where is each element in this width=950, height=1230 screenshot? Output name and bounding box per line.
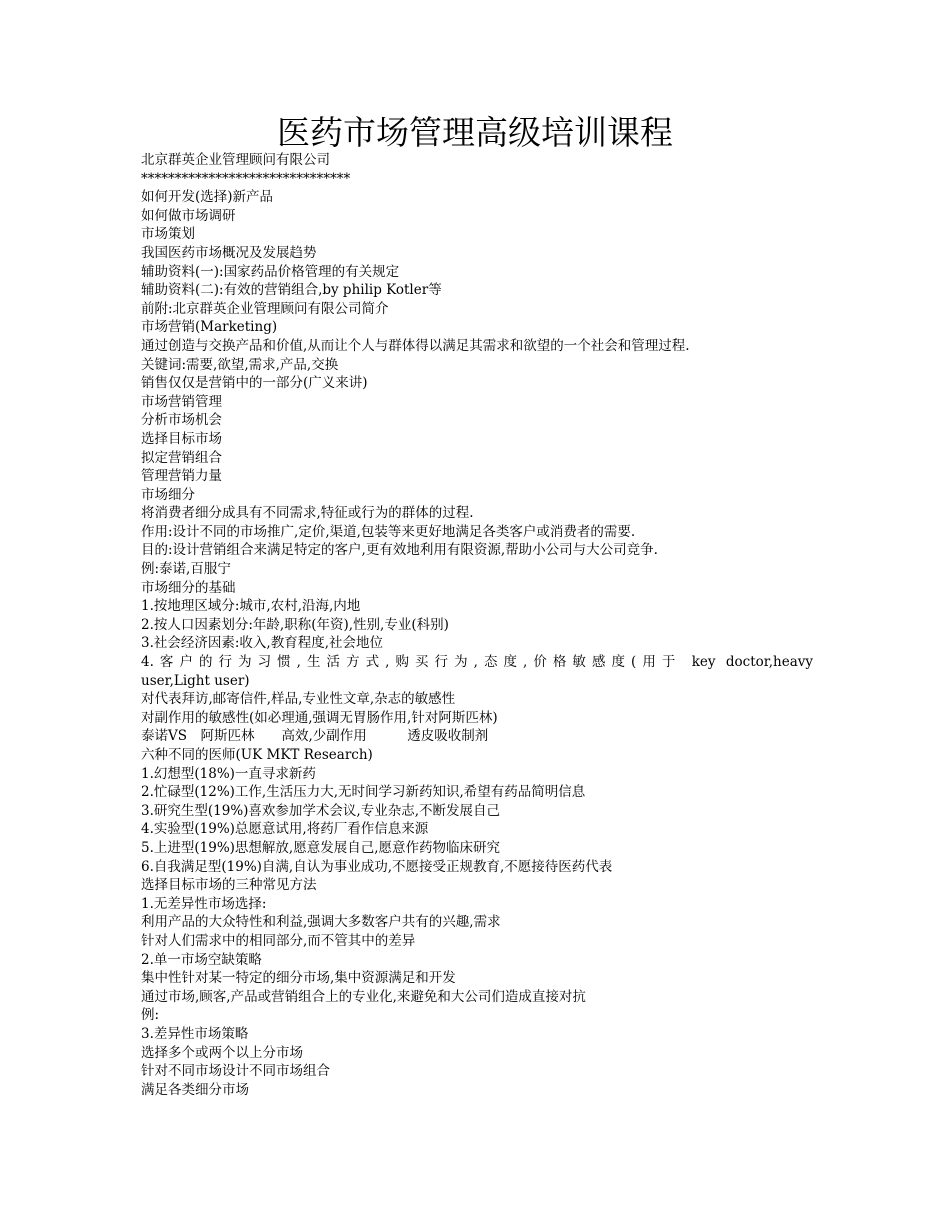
text-line: 辅助资料(一):国家药品价格管理的有关规定 bbox=[141, 263, 400, 280]
text-line: 目的:设计营销组合来满足特定的客户,更有效地利用有限资源,帮助小公司与大公司竞争. bbox=[141, 542, 658, 559]
text-line: 集中性针对某一特定的细分市场,集中资源满足和开发 bbox=[141, 970, 456, 987]
text-line: 2.按人口因素划分:年龄,职称(年资),性别,专业(科别) bbox=[141, 616, 449, 633]
text-line: 市场营销管理 bbox=[141, 393, 222, 410]
text-line: 将消费者细分成具有不同需求,特征或行为的群体的过程. bbox=[141, 505, 474, 522]
text-line: 分析市场机会 bbox=[141, 412, 222, 429]
text-line: 选择目标市场 bbox=[141, 430, 222, 447]
text-line: 市场策划 bbox=[141, 226, 195, 243]
text-line: 3.社会经济因素:收入,教育程度,社会地位 bbox=[141, 635, 384, 652]
text-line: 对副作用的敏感性(如必理通,强调无胃肠作用,针对阿斯匹林) bbox=[141, 709, 498, 726]
text-line: 4.客户的行为习惯,生活方式,购买行为,态度,价格敏感度(用于 key doctor,heavy bbox=[141, 654, 813, 671]
text-line: 销售仅仅是营销中的一部分(广义来讲) bbox=[141, 375, 368, 392]
text-line: 市场细分的基础 bbox=[141, 579, 236, 596]
text-line: 选择目标市场的三种常见方法 bbox=[141, 877, 317, 894]
text-line: 我国医药市场概况及发展趋势 bbox=[141, 244, 317, 261]
text-line: 关键词:需要,欲望,需求,产品,交换 bbox=[141, 356, 339, 373]
text-line: 1.幻想型(18%)一直寻求新药 bbox=[141, 765, 316, 782]
text-line: 4.实验型(19%)总愿意试用,将药厂看作信息来源 bbox=[141, 821, 429, 838]
text-line: 3.研究生型(19%)喜欢参加学术会议,专业杂志,不断发展自己 bbox=[141, 802, 501, 819]
text-line: 六种不同的医师(UK MKT Research) bbox=[141, 747, 373, 763]
text-line: 选择多个或两个以上分市场 bbox=[141, 1044, 303, 1061]
text-line: 市场细分 bbox=[141, 486, 195, 503]
text-line: 针对不同市场设计不同市场组合 bbox=[141, 1063, 330, 1080]
text-line: 1.按地理区域分:城市,农村,沿海,内地 bbox=[141, 598, 361, 615]
text-line: 3.差异性市场策略 bbox=[141, 1025, 249, 1042]
text-line: 市场营销(Marketing) bbox=[141, 319, 278, 336]
text-line: 6.自我满足型(19%)自满,自认为事业成功,不愿接受正规教育,不愿接待医药代表 bbox=[141, 858, 613, 875]
text-line: 对代表拜访,邮寄信件,样品,专业性文章,杂志的敏感性 bbox=[141, 691, 456, 708]
text-line: 前附:北京群英企业管理顾问有限公司简介 bbox=[141, 300, 389, 317]
text-line: 5.上进型(19%)思想解放,愿意发展自己,愿意作药物临床研究 bbox=[141, 839, 501, 856]
text-line: 例: bbox=[141, 1007, 160, 1024]
text-line: 1.无差异性市场选择: bbox=[141, 895, 267, 912]
text-line: 管理营销力量 bbox=[141, 468, 222, 485]
text-line: 满足各类细分市场 bbox=[141, 1081, 249, 1098]
text-line: 北京群英企业管理顾问有限公司 bbox=[141, 152, 330, 168]
document-body bbox=[141, 151, 813, 1099]
text-line: 作用:设计不同的市场推广,定价,渠道,包装等来更好地满足各类客户或消费者的需要. bbox=[141, 523, 636, 540]
text-line: 2.忙碌型(12%)工作,生活压力大,无时间学习新药知识,希望有药品简明信息 bbox=[141, 784, 586, 801]
text-line: 如何开发(选择)新产品 bbox=[141, 189, 274, 206]
document-title: 医药市场管理高级培训课程 bbox=[277, 113, 673, 152]
text-line: 通过创造与交换产品和价值,从而让个人与群体得以满足其需求和欲望的一个社会和管理过程. bbox=[141, 337, 690, 354]
text-line: 拟定营销组合 bbox=[141, 449, 222, 466]
text-line: 辅助资料(二):有效的营销组合,by philip Kotler等 bbox=[141, 282, 442, 299]
text-line: ******************************* bbox=[141, 170, 351, 187]
text-line: user,Light user) bbox=[141, 672, 250, 689]
text-line: 泰诺VS 阿斯匹林 高效,少副作用 透皮吸收制剂 bbox=[141, 728, 489, 745]
text-line: 利用产品的大众特性和利益,强调大多数客户共有的兴趣,需求 bbox=[141, 914, 501, 931]
text-line: 2.单一市场空缺策略 bbox=[141, 951, 262, 968]
text-line: 通过市场,顾客,产品或营销组合上的专业化,来避免和大公司们造成直接对抗 bbox=[141, 988, 586, 1005]
text-line: 针对人们需求中的相同部分,而不管其中的差异 bbox=[141, 932, 416, 949]
text-line: 例:泰诺,百服宁 bbox=[141, 561, 231, 578]
text-line: 如何做市场调研 bbox=[141, 207, 236, 224]
